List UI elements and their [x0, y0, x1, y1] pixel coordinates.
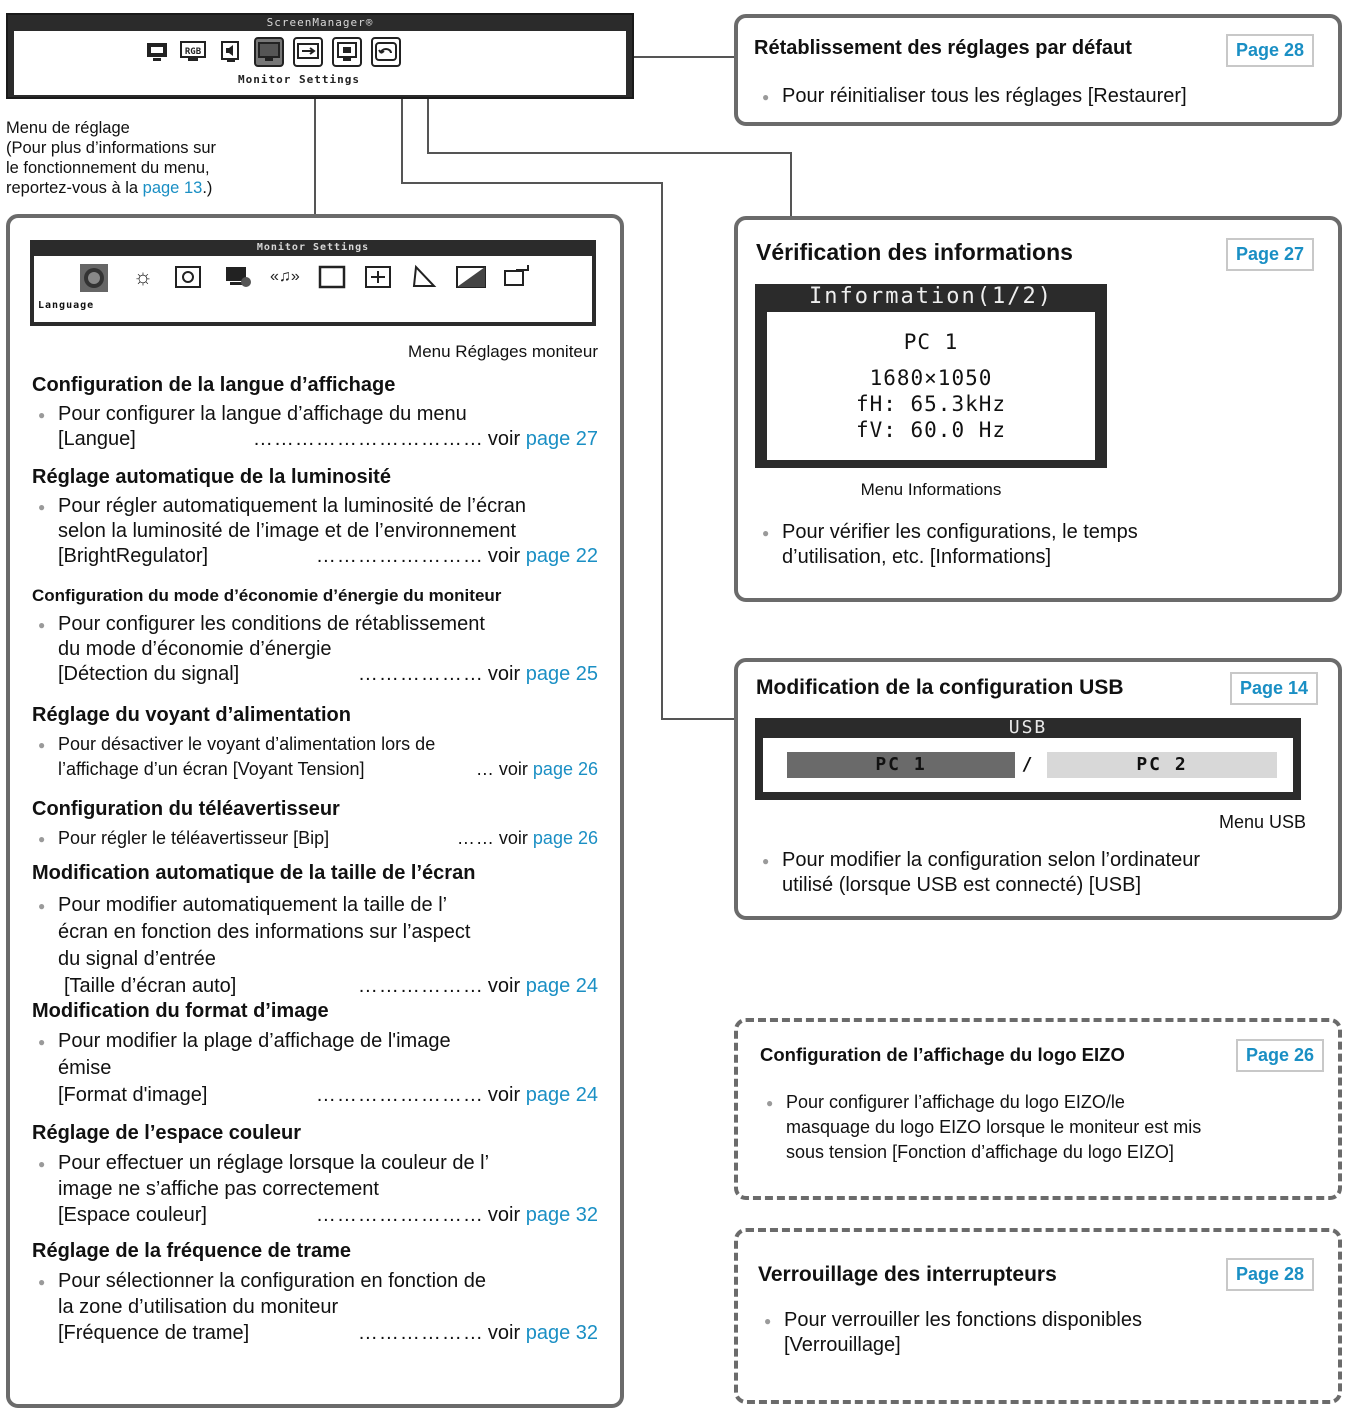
reset-icon[interactable] — [371, 37, 401, 67]
section-line: ● Pour configurer les conditions de rétablissement — [58, 612, 598, 637]
section-line: la zone d’utilisation du moniteur — [58, 1296, 339, 1318]
info-title: Vérification des informations — [756, 239, 1073, 265]
screenmanager-window — [6, 13, 634, 99]
monitor-settings-menu-body — [34, 256, 592, 322]
usb-menu-body — [763, 738, 1293, 792]
indicator-icon[interactable] — [224, 264, 250, 290]
section-line: ● Pour configurer la langue d’affichage du menu — [58, 402, 598, 427]
usb-menu-title: USB — [1008, 717, 1048, 738]
usb-title: Modification de la configuration USB — [756, 676, 1124, 699]
information-menu — [755, 284, 1107, 468]
section-line: émise — [58, 1057, 112, 1079]
section-line: ● Pour modifier automatiquement la taille de l’ — [58, 892, 598, 919]
information-menu-body — [767, 312, 1095, 460]
page-link[interactable]: page 13 — [142, 179, 203, 197]
screen-size-icon[interactable] — [318, 264, 344, 290]
color-space-icon[interactable] — [410, 264, 436, 290]
info-caption: Menu Informations — [860, 480, 1002, 499]
menu-caption-line: le fonctionnement du menu, — [6, 159, 210, 177]
screenmanager-selected-label: Monitor Settings — [238, 73, 360, 86]
usb-menu — [755, 718, 1301, 800]
reset-title: Rétablissement des réglages par défaut — [754, 37, 1132, 59]
frame-rate-icon[interactable] — [456, 264, 482, 290]
section-ref-line: [Langue] …………………………… voir page 27 — [58, 428, 598, 450]
usb-icon[interactable] — [293, 37, 323, 67]
logo-title: Configuration de l’affichage du logo EIZO — [760, 1044, 1125, 1065]
menu-caption — [6, 118, 216, 198]
reset-text: ● Pour réinitialiser tous les réglages [Restaurer] — [782, 84, 1187, 109]
screenmanager-body — [14, 31, 626, 95]
section-title: Réglage de la fréquence de trame — [32, 1240, 352, 1262]
monitor-settings-menu-title: Monitor Settings — [256, 242, 370, 253]
section-title: Modification automatique de la taille de l’écran — [32, 862, 476, 884]
section-ref-line: [Taille d’écran auto] ……………… voir page 24 — [58, 973, 598, 1000]
section-ref-line: [BrightRegulator] …………………… voir page 22 — [58, 545, 598, 567]
section-line: ● Pour désactiver le voyant d’alimentation lors de — [58, 732, 598, 757]
section-line: ● Pour effectuer un réglage lorsque la couleur de l’ — [58, 1150, 598, 1176]
section-body — [58, 1150, 598, 1228]
section-body — [58, 826, 598, 851]
brightness-icon[interactable]: ☼ — [132, 264, 154, 289]
info-text: ● Pour vérifier les configurations, le temps d’utilisation, etc. [Informations] — [782, 520, 1138, 570]
section-line: du mode d’économie d’énergie — [58, 638, 332, 660]
reset-page-badge[interactable]: Page 28 — [1226, 34, 1314, 67]
section-title: Configuration de la langue d’affichage — [32, 374, 396, 396]
page-link[interactable]: page 22 — [525, 545, 598, 567]
info-line: PC 1 — [903, 330, 959, 354]
information-menu-title: Information(1/2) — [809, 284, 1053, 309]
page-link[interactable]: page 25 — [525, 663, 598, 685]
page-link[interactable]: page 26 — [532, 759, 598, 779]
section-ref-line: [Format d'image] …………………… voir page 24 — [58, 1082, 598, 1109]
section-line: du signal d’entrée — [58, 948, 216, 970]
info-page-badge[interactable]: Page 27 — [1226, 238, 1314, 271]
section-body — [58, 402, 598, 452]
section-body — [58, 494, 598, 569]
section-body — [58, 612, 598, 687]
section-title: Réglage automatique de la luminosité — [32, 466, 391, 488]
reset-box — [734, 14, 1342, 126]
lock-text: ● Pour verrouiller les fonctions disponibles [Verrouillage] — [784, 1308, 1142, 1358]
info-line: fH: 65.3kHz — [855, 392, 1007, 416]
usb-option-pc1[interactable]: PC 1 — [787, 752, 1015, 778]
usb-page-badge[interactable]: Page 14 — [1230, 672, 1318, 705]
menu-caption-line: reportez-vous à la page 13.) — [6, 179, 213, 197]
section-language — [32, 374, 395, 397]
usb-separator: / — [1021, 754, 1035, 775]
section-body — [58, 732, 598, 782]
menu-caption-line: Menu de réglage — [6, 119, 130, 137]
section-body — [58, 1268, 598, 1346]
rgb-text: RGB — [184, 47, 202, 57]
section-line: écran en fonction des informations sur l’aspect — [58, 921, 471, 943]
section-line: selon la luminosité de l’image et de l’environnement — [58, 520, 517, 542]
monitor-settings-icon[interactable] — [254, 37, 284, 67]
section-line: ● Pour modifier la plage d’affichage de l'image — [58, 1028, 598, 1055]
page-link[interactable]: page 27 — [525, 428, 598, 450]
section-line: image ne s’affiche pas correctement — [58, 1178, 379, 1200]
rgb-icon[interactable] — [180, 39, 206, 65]
usb-option-pc2[interactable]: PC 2 — [1047, 752, 1277, 778]
language-icon[interactable] — [80, 264, 106, 290]
lock-title: Verrouillage des interrupteurs — [758, 1263, 1057, 1286]
section-body — [58, 892, 598, 1000]
section-title: Réglage de l’espace couleur — [32, 1122, 301, 1144]
section-line: ● Pour sélectionner la configuration en fonction de — [58, 1268, 598, 1294]
usb-caption: Menu USB — [1218, 812, 1306, 832]
section-line: ● Pour régler automatiquement la luminosité de l’écran — [58, 494, 598, 519]
page-link[interactable]: page 32 — [525, 1322, 598, 1344]
screenmanager-title: ScreenManager® — [266, 16, 374, 29]
logo-text: ● Pour configurer l’affichage du logo EIZO/le masquage du logo EIZO lorsque le moniteur est mis sous tension [Fonction d’affichage du logo EIZO] — [786, 1090, 1201, 1165]
page-link[interactable]: page 24 — [525, 1084, 598, 1106]
lock-page-badge[interactable]: Page 28 — [1226, 1258, 1314, 1291]
logo-page-badge[interactable]: Page 26 — [1236, 1039, 1324, 1072]
section-ref-line: [Détection du signal] ……………… voir page 25 — [58, 663, 598, 685]
language-label: Language — [38, 300, 95, 311]
power-save-icon[interactable] — [174, 264, 200, 290]
return-icon[interactable] — [502, 264, 528, 290]
menu-caption-line: (Pour plus d’informations sur — [6, 139, 217, 157]
section-ref-line: [Espace couleur] …………………… voir page 32 — [58, 1204, 598, 1226]
section-title: Configuration du mode d’économie d’énergie du moniteur — [32, 586, 502, 605]
info-line: fV: 60.0 Hz — [855, 418, 1007, 442]
usb-text: ● Pour modifier la configuration selon l’ordinateur utilisé (lorsque USB est connecté) [USB] — [782, 848, 1200, 898]
image-format-icon[interactable] — [364, 264, 390, 290]
info-line: 1680×1050 — [869, 366, 993, 390]
section-title: Modification du format d’image — [32, 1000, 329, 1022]
section-ref-line: [Fréquence de trame] ……………… voir page 32 — [58, 1322, 598, 1344]
section-title: Configuration du téléavertisseur — [32, 798, 340, 820]
page-link[interactable]: page 26 — [532, 828, 598, 848]
page-link[interactable]: page 32 — [525, 1204, 598, 1226]
section-ref-line: l’affichage d’un écran [Voyant Tension] … voir page 26 — [58, 757, 598, 782]
speaker-icon[interactable] — [218, 39, 244, 65]
monitor-settings-menu — [30, 240, 596, 326]
monitor-settings-caption: Menu Réglages moniteur — [408, 342, 598, 361]
monitor-icon[interactable] — [144, 39, 170, 65]
section-ref-line: ● Pour régler le téléavertisseur [Bip] …… voir page 26 — [58, 826, 598, 851]
section-body — [58, 1028, 598, 1109]
info-icon[interactable] — [332, 37, 362, 67]
page-link[interactable]: page 24 — [525, 975, 598, 997]
section-title: Réglage du voyant d’alimentation — [32, 704, 351, 726]
beep-icon[interactable]: «♫» — [270, 268, 300, 285]
